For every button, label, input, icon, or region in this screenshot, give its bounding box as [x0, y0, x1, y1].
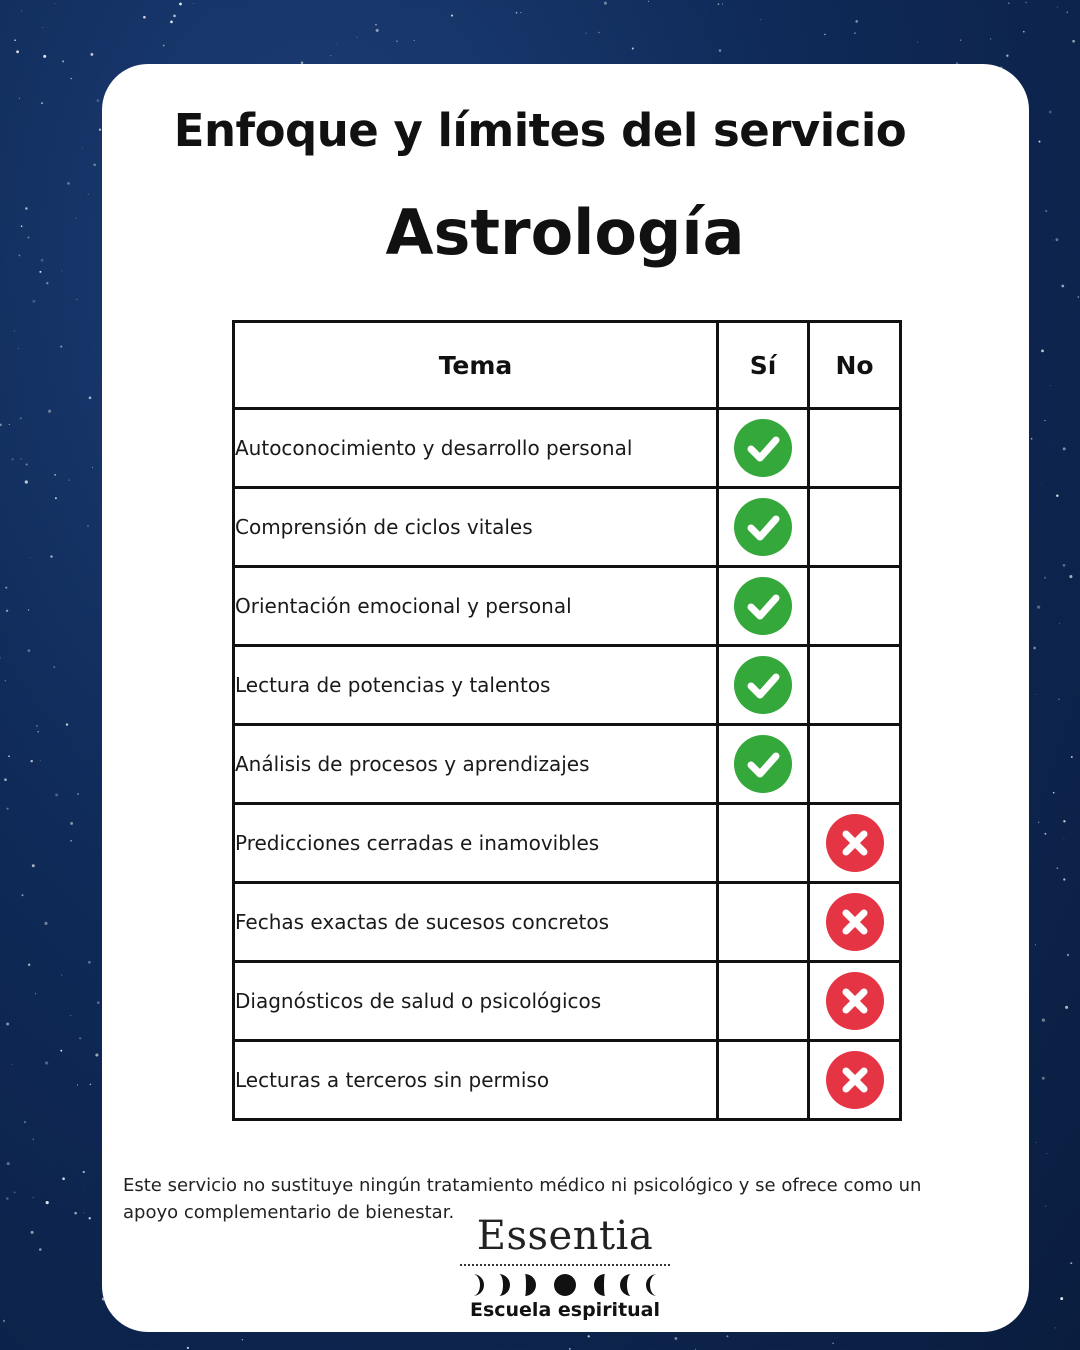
row-no-cell	[809, 883, 901, 962]
brand-tagline: Escuela espiritual	[469, 1299, 661, 1321]
check-circle-icon	[734, 656, 792, 714]
check-circle-icon	[734, 735, 792, 793]
row-si-cell	[718, 488, 809, 567]
page-subtitle: Astrología	[385, 196, 745, 269]
row-no-cell	[809, 567, 901, 646]
row-si-cell	[718, 646, 809, 725]
row-tema: Comprensión de ciclos vitales	[234, 488, 718, 567]
table-row	[234, 488, 901, 567]
table-row	[234, 725, 901, 804]
table-row	[234, 567, 901, 646]
row-tema: Orientación emocional y personal	[234, 567, 718, 646]
brand-logo	[455, 1210, 675, 1322]
table-row	[234, 409, 901, 488]
check-circle-icon	[734, 419, 792, 477]
column-header-si: Sí	[718, 322, 809, 409]
x-circle-icon	[826, 893, 884, 951]
disclaimer-text: Este servicio no sustituye ningún tratamiento médico ni psicológico y se ofrece como un apoyo complementario de bienestar.	[123, 1175, 922, 1223]
x-circle-icon	[826, 814, 884, 872]
row-tema: Análisis de procesos y aprendizajes	[234, 725, 718, 804]
check-circle-icon	[734, 498, 792, 556]
moon-phases-icon	[465, 1272, 665, 1298]
row-si-cell	[718, 567, 809, 646]
row-tema: Predicciones cerradas e inamovibles	[234, 804, 718, 883]
row-si-cell	[718, 883, 809, 962]
table-header-row	[234, 322, 901, 409]
row-si-cell	[718, 962, 809, 1041]
table-row	[234, 804, 901, 883]
row-tema: Lectura de potencias y talentos	[234, 646, 718, 725]
row-si-cell	[718, 409, 809, 488]
x-circle-icon	[826, 1051, 884, 1109]
x-circle-icon	[826, 972, 884, 1030]
row-tema: Lecturas a terceros sin permiso	[234, 1041, 718, 1120]
row-no-cell	[809, 646, 901, 725]
row-no-cell	[809, 488, 901, 567]
row-tema: Fechas exactas de sucesos concretos	[234, 883, 718, 962]
column-header-tema: Tema	[234, 322, 718, 409]
table-row	[234, 1041, 901, 1120]
check-circle-icon	[734, 577, 792, 635]
row-si-cell	[718, 1041, 809, 1120]
row-no-cell	[809, 804, 901, 883]
table-row	[234, 883, 901, 962]
brand-name: Essentia	[476, 1213, 654, 1259]
table-row	[234, 646, 901, 725]
page-title: Enfoque y límites del servicio	[173, 104, 907, 157]
row-si-cell	[718, 804, 809, 883]
row-no-cell	[809, 962, 901, 1041]
table-row	[234, 962, 901, 1041]
service-scope-table	[232, 320, 902, 1121]
row-no-cell	[809, 409, 901, 488]
dotted-divider	[460, 1264, 670, 1266]
column-header-no: No	[809, 322, 901, 409]
row-tema: Diagnósticos de salud o psicológicos	[234, 962, 718, 1041]
row-si-cell	[718, 725, 809, 804]
row-tema: Autoconocimiento y desarrollo personal	[234, 409, 718, 488]
row-no-cell	[809, 725, 901, 804]
row-no-cell	[809, 1041, 901, 1120]
